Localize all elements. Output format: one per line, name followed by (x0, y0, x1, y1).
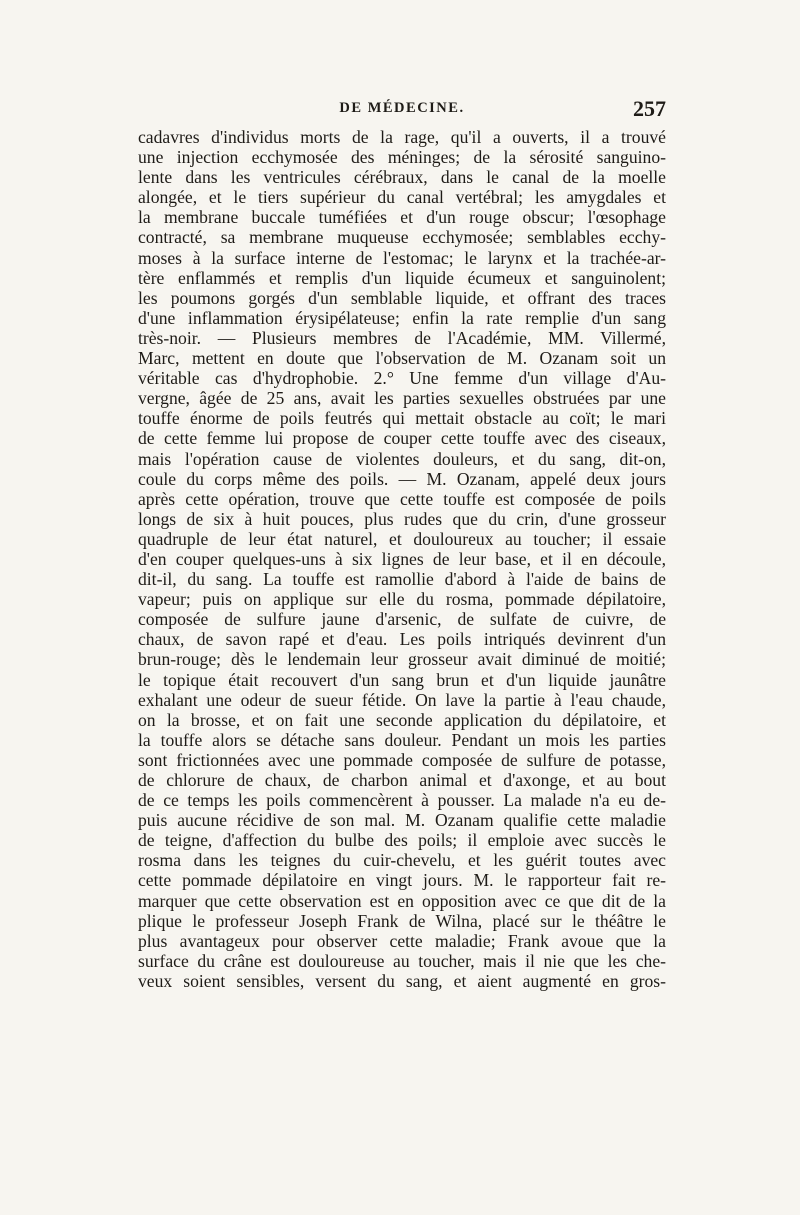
text-line: dit-il, du sang. La touffe est ramollie d'abord à l'aide de bains de (138, 569, 666, 590)
text-line: veux soient sensibles, versent du sang, et aient augmenté en gros- (138, 970, 666, 991)
text-line: le topique était recouvert d'un sang brun et d'un liquide jaunâtre (138, 669, 666, 690)
text-line: de chlorure de chaux, de charbon animal et d'axonge, et au bout (138, 770, 666, 790)
text-line: longs de six à huit pouces, plus rudes que du crin, d'une grosseur (138, 508, 666, 529)
text-line: d'en couper quelques-uns à six lignes de leur base, et il en découle, (138, 548, 666, 569)
text-line: véritable cas d'hydrophobie. 2.° Une femme d'un village d'Au- (138, 368, 666, 389)
text-line: chaux, de savon rapé et d'eau. Les poils intriqués devinrent d'un (138, 629, 666, 650)
text-line: puis aucune récidive de son mal. M. Ozanam qualifie cette maladie (138, 810, 666, 831)
text-line: touffe énorme de poils feutrés qui mettait obstacle au coït; le mari (138, 408, 666, 429)
text-line: la touffe alors se détache sans douleur. Pendant un mois les parties (138, 729, 666, 750)
running-title: DE MÉDECINE. (339, 100, 465, 116)
text-line: la membrane buccale tuméfiées et d'un rouge obscur; l'œsophage (138, 207, 666, 228)
page-number: 257 (633, 96, 666, 121)
running-head (138, 96, 666, 128)
text-line: plus avantageux pour observer cette maladie; Frank avoue que la (138, 930, 666, 951)
text-line: surface du crâne est douloureuse au toucher, mais il nie que les che- (138, 950, 666, 971)
text-line: moses à la surface interne de l'estomac; le larynx et la trachée-ar- (138, 247, 666, 268)
text-line: tère enflammés et remplis d'un liquide écumeux et sanguinolent; (138, 267, 666, 288)
text-line: vapeur; puis on applique sur elle du rosma, pommade dépilatoire, (138, 589, 666, 610)
text-line: Marc, mettent en doute que l'observation de M. Ozanam soit un (138, 348, 666, 369)
text-line: cadavres d'individus morts de la rage, qu'il a ouverts, il a trouvé (138, 127, 666, 147)
text-line: plique le professeur Joseph Frank de Wilna, placé sur le théâtre le (138, 910, 666, 931)
text-line: rosma dans les teignes du cuir-chevelu, et les guérit toutes avec (138, 850, 666, 871)
text-line: vergne, âgée de 25 ans, avait les parties sexuelles obstruées par une (138, 388, 666, 409)
text-line: de cette femme lui propose de couper cette touffe avec des ciseaux, (138, 428, 666, 449)
text-line: contracté, sa membrane muqueuse ecchymosée; semblables ecchy- (138, 227, 666, 248)
text-line: composée de sulfure jaune d'arsenic, de sulfate de cuivre, de (138, 609, 666, 630)
text-line: sont frictionnées avec une pommade composée de sulfure de potasse, (138, 749, 666, 770)
text-line: marquer que cette observation est en opposition avec ce que dit de la (138, 890, 666, 911)
body-text (138, 127, 666, 991)
text-line: de teigne, d'affection du bulbe des poils; il emploie avec succès le (138, 830, 666, 851)
text-line: après cette opération, trouve que cette touffe est composée de poils (138, 488, 666, 509)
text-line: alongée, et le tiers supérieur du canal vertébral; les amygdales et (138, 187, 666, 208)
text-line: quadruple de leur état naturel, et douloureux au toucher; il essaie (138, 528, 666, 549)
text-line: de ce temps les poils commencèrent à pousser. La malade n'a eu de- (138, 790, 666, 811)
text-line: exhalant une odeur de sueur fétide. On lave la partie à l'eau chaude, (138, 689, 666, 710)
text-line: d'une inflammation érysipélateuse; enfin la rate remplie d'un sang (138, 307, 666, 328)
text-line: mais l'opération cause de violentes douleurs, et du sang, dit-on, (138, 448, 666, 469)
text-line: très-noir. — Plusieurs membres de l'Académie, MM. Villermé, (138, 327, 666, 348)
text-line: lente dans les ventricules cérébraux, dans le canal de la moelle (138, 167, 666, 188)
text-line: on la brosse, et on fait une seconde application du dépilatoire, et (138, 709, 666, 730)
text-line: cette pommade dépilatoire en vingt jours. M. le rapporteur fait re- (138, 870, 666, 891)
text-line: les poumons gorgés d'un semblable liquide, et offrant des traces (138, 287, 666, 308)
text-line: brun-rouge; dès le lendemain leur grosseur avait diminué de moitié; (138, 649, 666, 670)
text-line: une injection ecchymosée des méninges; de la sérosité sanguino- (138, 147, 666, 168)
text-line: coule du corps même des poils. — M. Ozanam, appelé deux jours (138, 468, 666, 489)
